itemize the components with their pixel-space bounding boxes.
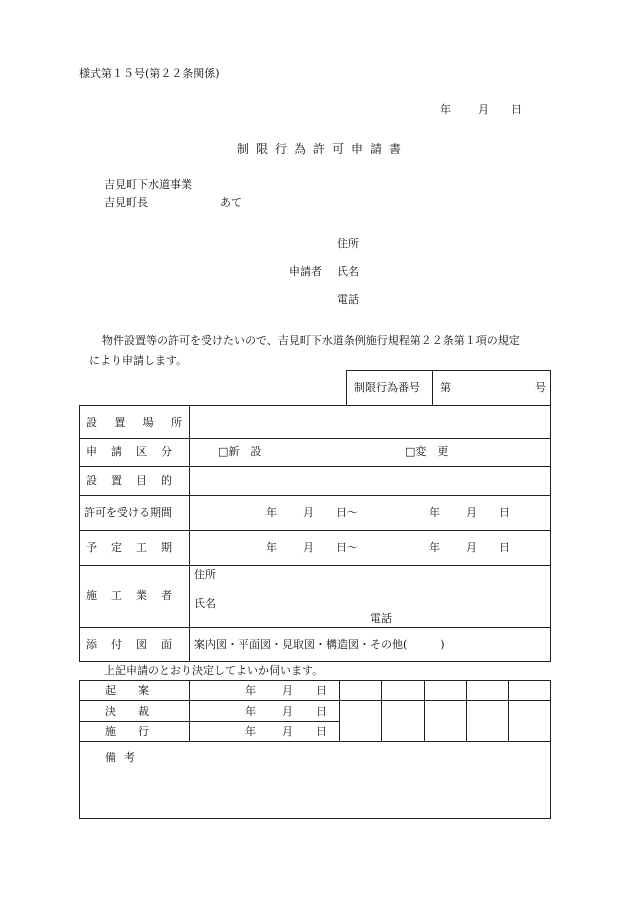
- purpose-field[interactable]: [190, 467, 550, 495]
- approval-note: 上記申請のとおり決定してよいか伺います。: [104, 664, 324, 677]
- period-start-year: 年: [266, 506, 277, 519]
- enforced-day: 日: [316, 725, 327, 738]
- body-text-line2: により申請します。: [89, 354, 188, 367]
- addressee-suffix: あて: [220, 196, 242, 209]
- schedule-start-day: 日〜: [336, 541, 358, 554]
- contractor-phone-label: 電話: [370, 612, 392, 625]
- category-new-checkbox[interactable]: □新 設: [218, 445, 262, 458]
- applicant-phone-label: 電話: [337, 293, 359, 306]
- remarks-label: 備考: [105, 751, 143, 764]
- permit-number-label: 制限行為番号: [354, 381, 420, 394]
- attachments-value: 案内図・平面図・見取図・構造図・その他( ): [194, 638, 445, 651]
- body-text-line1: 物件設置等の許可を受けたいので、吉見町下水道条例施行規程第２２条第１項の規定: [102, 334, 520, 347]
- schedule-end-month: 月: [466, 541, 477, 554]
- row-label-location: 設 置 場 所: [86, 416, 182, 429]
- row-label-schedule: 予定工期: [86, 541, 186, 554]
- applicant-address-label: 住所: [337, 237, 359, 250]
- contractor-name-label: 氏名: [194, 597, 216, 610]
- approval-decided-label: 決裁: [105, 705, 171, 718]
- addressee-line2: 吉見町長: [104, 196, 148, 209]
- period-end-month: 月: [466, 506, 477, 519]
- period-start-month: 月: [303, 506, 314, 519]
- decided-month: 月: [282, 705, 293, 718]
- decided-day: 日: [316, 705, 327, 718]
- applicant-name-label: 氏名: [337, 265, 359, 278]
- location-field[interactable]: [190, 406, 550, 438]
- category-change-checkbox[interactable]: □変 更: [405, 445, 449, 458]
- row-label-category: 申請区分: [86, 445, 186, 458]
- document-title: 制限行為許可申請書: [237, 142, 409, 156]
- contractor-address-label: 住所: [194, 568, 216, 581]
- addressee-line1: 吉見町下水道事業: [104, 178, 192, 191]
- permit-number-prefix: 第: [440, 381, 451, 394]
- drafted-year: 年: [245, 684, 256, 697]
- remarks-field[interactable]: [80, 742, 550, 818]
- permit-number-suffix: 号: [535, 381, 546, 394]
- row-label-permit-period: 許可を受ける期間: [84, 506, 172, 519]
- date-month-label: 月: [478, 103, 489, 116]
- approval-enforced-label: 施行: [105, 725, 171, 738]
- period-end-day: 日: [499, 506, 510, 519]
- approval-drafted-label: 起案: [105, 684, 171, 697]
- form-number: 様式第１５号(第２２条関係): [79, 67, 220, 80]
- applicant-label: 申請者: [289, 265, 322, 278]
- drafted-month: 月: [282, 684, 293, 697]
- schedule-end-day: 日: [499, 541, 510, 554]
- enforced-year: 年: [245, 725, 256, 738]
- period-start-day: 日〜: [336, 506, 358, 519]
- schedule-start-year: 年: [266, 541, 277, 554]
- period-end-year: 年: [429, 506, 440, 519]
- row-label-contractor: 施工業者: [86, 589, 186, 602]
- date-year-label: 年: [440, 103, 451, 116]
- schedule-start-month: 月: [303, 541, 314, 554]
- drafted-day: 日: [316, 684, 327, 697]
- date-day-label: 日: [511, 103, 522, 116]
- schedule-end-year: 年: [429, 541, 440, 554]
- row-label-attachments: 添付図面: [86, 638, 186, 651]
- enforced-month: 月: [282, 725, 293, 738]
- decided-year: 年: [245, 705, 256, 718]
- row-label-purpose: 設置目的: [86, 474, 186, 487]
